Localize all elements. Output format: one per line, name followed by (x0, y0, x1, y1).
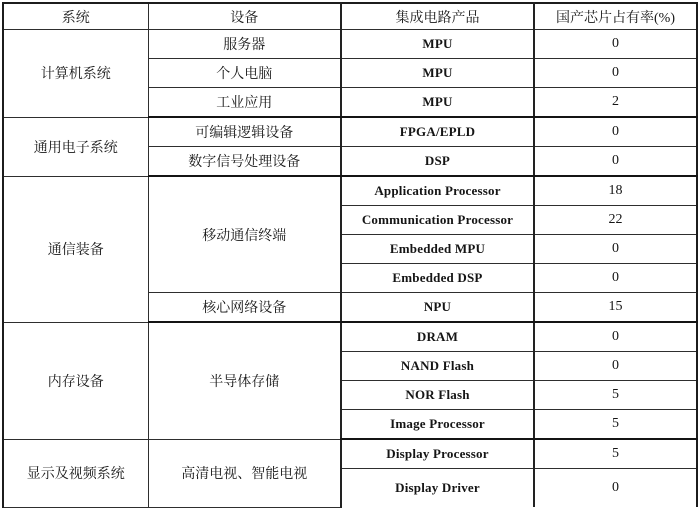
share-cell: 0 (534, 30, 697, 59)
product-cell: NOR Flash (341, 381, 534, 410)
product-cell: Embedded MPU (341, 235, 534, 264)
header-device: 设备 (148, 3, 341, 30)
device-cell: 高清电视、智能电视 (148, 439, 341, 507)
system-cell: 内存设备 (3, 322, 148, 439)
share-cell: 5 (534, 381, 697, 410)
product-cell: MPU (341, 59, 534, 88)
product-cell: Communication Processor (341, 206, 534, 235)
share-cell: 0 (534, 352, 697, 381)
share-cell: 0 (534, 117, 697, 147)
share-cell: 0 (534, 322, 697, 352)
table-row (3, 117, 697, 147)
system-cell: 计算机系统 (3, 30, 148, 118)
product-cell: Display Driver (341, 469, 534, 508)
product-cell: NPU (341, 293, 534, 323)
product-cell: NAND Flash (341, 352, 534, 381)
share-cell: 0 (534, 59, 697, 88)
header-row (3, 3, 697, 30)
device-cell: 个人电脑 (148, 59, 341, 88)
share-cell: 0 (534, 235, 697, 264)
device-cell: 工业应用 (148, 88, 341, 118)
share-cell: 2 (534, 88, 697, 118)
device-cell: 移动通信终端 (148, 176, 341, 293)
share-cell: 0 (534, 264, 697, 293)
device-cell: 核心网络设备 (148, 293, 341, 323)
table-row (3, 176, 697, 206)
product-cell: DRAM (341, 322, 534, 352)
device-cell: 数字信号处理设备 (148, 147, 341, 177)
product-cell: Image Processor (341, 410, 534, 440)
product-cell: Embedded DSP (341, 264, 534, 293)
device-cell: 服务器 (148, 30, 341, 59)
share-cell: 18 (534, 176, 697, 206)
header-system: 系统 (3, 3, 148, 30)
share-cell: 0 (534, 469, 697, 508)
table-row (3, 439, 697, 469)
device-cell: 可编辑逻辑设备 (148, 117, 341, 147)
system-cell: 显示及视频系统 (3, 439, 148, 507)
table-row (3, 322, 697, 352)
product-cell: FPGA/EPLD (341, 117, 534, 147)
product-cell: Application Processor (341, 176, 534, 206)
share-cell: 5 (534, 410, 697, 440)
share-cell: 22 (534, 206, 697, 235)
product-cell: MPU (341, 88, 534, 118)
product-cell: MPU (341, 30, 534, 59)
header-product: 集成电路产品 (341, 3, 534, 30)
product-cell: DSP (341, 147, 534, 177)
table-row (3, 30, 697, 59)
product-cell: Display Processor (341, 439, 534, 469)
system-cell: 通信装备 (3, 176, 148, 322)
header-share: 国产芯片占有率(%) (534, 3, 697, 30)
device-cell: 半导体存储 (148, 322, 341, 439)
share-cell: 15 (534, 293, 697, 323)
system-cell: 通用电子系统 (3, 117, 148, 176)
share-cell: 0 (534, 147, 697, 177)
chip-share-table (2, 2, 698, 508)
share-cell: 5 (534, 439, 697, 469)
